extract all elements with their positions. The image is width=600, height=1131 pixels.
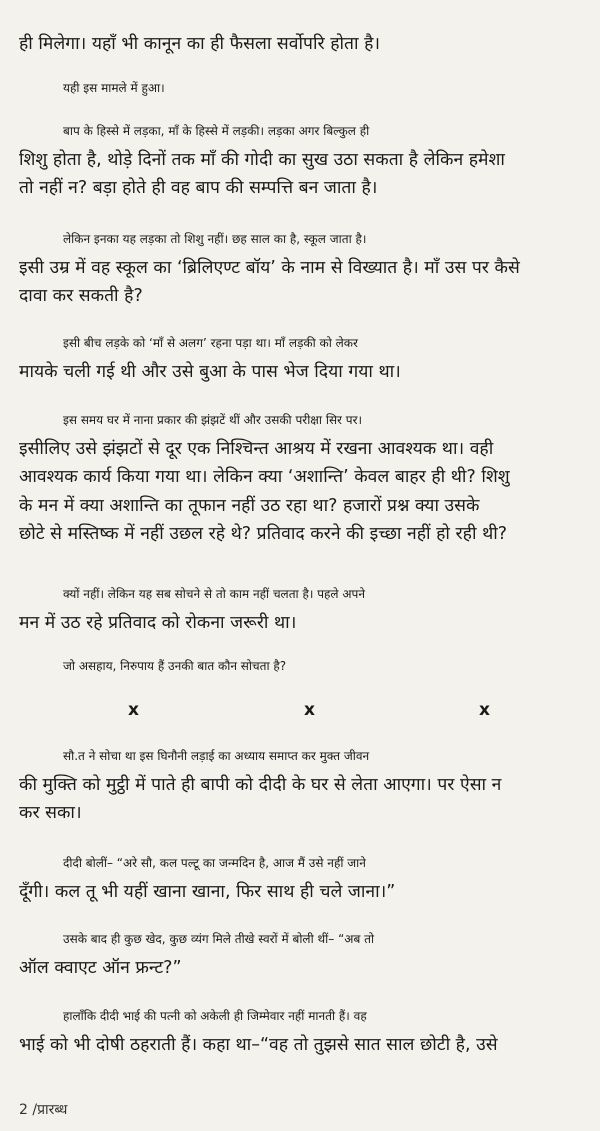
section-separator	[0, 700, 600, 724]
text-line: हालाँकि दीदी भाई की पत्नी को अकेली ही जिम्मेवार नहीं मानती हैं। वह	[63, 1009, 367, 1023]
text-line: मन में उठ रहे प्रतिवाद को रोकना जरूरी था।	[19, 612, 297, 633]
text-line: दूँगी। कल तू भी यहीं खाना खाना, फिर साथ ही चले जाना।”	[19, 881, 396, 902]
paragraph-10	[19, 849, 581, 906]
text-line: तो नहीं न? बड़ा होते ही वह बाप की सम्पत्ति बन जाता है।	[19, 178, 378, 198]
paragraph-3	[19, 117, 581, 203]
paragraph-6	[19, 406, 581, 549]
paragraph-8	[19, 652, 600, 681]
text-line: ऑल क्वाएट ऑन फ्रन्ट?”	[19, 957, 182, 978]
text-line: इस समय घर में नाना प्रकार की झंझटें थीं और उसकी परीक्षा सिर पर।	[63, 413, 363, 427]
text-line: दावा कर सकती है?	[19, 286, 143, 306]
text-line: उसके बाद ही कुछ खेद, कुछ व्यंग मिले तीखे स्वरों में बोली थीं– “अब तो	[63, 932, 375, 946]
paragraph-12	[19, 1002, 581, 1059]
paragraph-1	[19, 30, 581, 59]
separator-mark: x	[479, 700, 490, 720]
text-line: दीदी बोलीं– “अरे सौ, कल पल्टू का जन्मदिन है, आज मैं उसे नहीं जाने	[63, 856, 366, 870]
paragraph-11	[19, 925, 581, 982]
text-line: छोटे से मस्तिष्क में नहीं उछल रहे थे? प्रतिवाद करने की इच्छा नहीं हो रही थी?	[19, 524, 508, 544]
text-line: क्यों नहीं। लेकिन यह सब सोचने से तो काम नहीं चलता है। पहले अपने	[63, 587, 365, 601]
paragraph-2	[19, 74, 600, 103]
text-line: इसीलिए उसे झंझटों से दूर एक निश्चिन्त आश्रय में रखना आवश्यक था। वही	[19, 438, 494, 459]
text-line: बाप के हिस्से में लड़का, माँ के हिस्से में लड़की। लड़का अगर बिल्कुल ही	[63, 124, 370, 138]
separator-mark: x	[304, 700, 315, 720]
text-line: कर सका।	[19, 803, 82, 823]
text-line: इसी बीच लड़के को ‘माँ से अलग’ रहना पड़ा था। माँ लड़की को लेकर	[63, 336, 358, 350]
text-line: इसी उम्र में वह स्कूल का ‘ब्रिलिएण्ट बॉय’ के नाम से विख्यात है। माँ उस पर कैसे	[19, 257, 520, 278]
text-line: लेकिन इनका यह लड़का तो शिशु नहीं। छह साल का है, स्कूल जाता है।	[63, 232, 367, 246]
text-line: शिशु होता है, थोड़े दिनों तक माँ की गोदी का सुख उठा सकता है लेकिन हमेशा	[19, 149, 505, 170]
text-line: भाई को भी दोषी ठहराती हैं। कहा था–“वह तो तुझसे सात साल छोटी है, उसे	[19, 1034, 498, 1055]
paragraph-5	[19, 329, 581, 386]
text-line: की मुक्ति को मुट्ठी में पाते ही बापी को दीदी के घर से लेता आएगा। पर ऐसा न	[19, 774, 502, 795]
text-line: जो असहाय, निरुपाय हैं उनकी बात कौन सोचता है?	[63, 659, 287, 673]
text-line: यही इस मामले में हुआ।	[63, 81, 165, 95]
text-line: सौ.त ने सोचा था इस घिनौनी लड़ाई का अध्याय समाप्त कर मुक्त जीवन	[63, 749, 370, 763]
separator-mark: x	[128, 700, 139, 720]
page-footer: 2 /प्रारब्ध	[19, 1102, 68, 1118]
paragraph-4	[19, 225, 581, 311]
paragraph-9	[19, 742, 581, 828]
text-line: मायके चली गई थी और उसे बुआ के पास भेज दिया गया था।	[19, 361, 401, 382]
paragraph-7	[19, 580, 581, 637]
text-line: आवश्यक कार्य किया गया था। लेकिन क्या ‘अशान्ति’ केवल बाहर ही थी? शिशु	[19, 467, 510, 487]
text-line: ही मिलेगा। यहाँ भी कानून का ही फैसला सर्वोपरि होता है।	[19, 34, 381, 54]
text-line: के मन में क्या अशान्ति का तूफान नहीं उठ रहा था? हजारों प्रश्न क्या उसके	[19, 495, 480, 516]
